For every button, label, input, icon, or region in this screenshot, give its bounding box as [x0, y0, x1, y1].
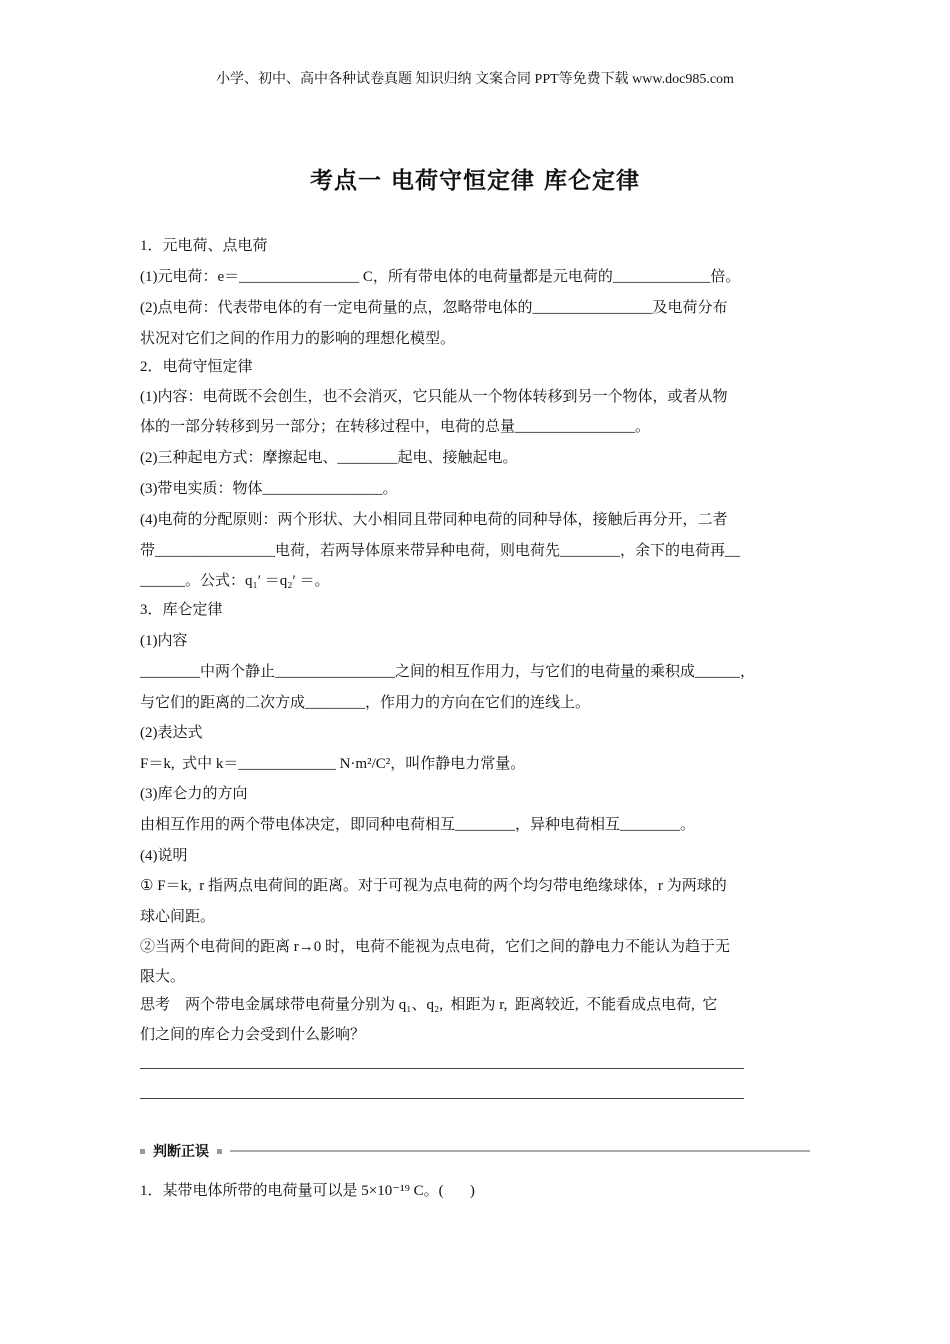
text-line: (2)三种起电方式：摩擦起电、________起电、接触起电。: [140, 450, 518, 466]
text-line: (2)点电荷：代表带电体的有一定电荷量的点，忽略带电体的________________及电荷分布: [140, 300, 728, 316]
text-line: 状况对它们之间的作用力的影响的理想化模型。: [140, 331, 456, 347]
text-line: (4)电荷的分配原则：两个形状、大小相同且带同种电荷的同种导体，接触后再分开，二者: [140, 512, 728, 528]
text-line: 球心间距。: [140, 909, 216, 925]
answer-line: [140, 1098, 744, 1099]
section-divider: [230, 1150, 810, 1152]
page-title: 考点一 电荷守恒定律 库仑定律: [309, 168, 640, 194]
question-item: 1．某带电体所带的电荷量可以是 5×10⁻¹⁹ C。( ): [140, 1183, 475, 1199]
text-line: (1)元电荷：e＝________________ C，所有带电体的电荷量都是元电荷的_____________倍。: [140, 269, 741, 285]
text-line: 由相互作用的两个带电体决定，即同种电荷相互________，异种电荷相互________。: [140, 817, 696, 833]
text-line: 限大。: [140, 969, 186, 985]
text-line: 们之间的库仑力会受到什么影响？: [140, 1027, 366, 1043]
text-line: 带________________电荷，若两导体原来带异种电荷，则电荷先________，余下的电荷再__: [140, 543, 741, 559]
text-line: F＝k, 式中 k＝_____________ N·m²/C²，叫作静电力常量。: [140, 756, 526, 772]
square-bullet-icon: [140, 1149, 145, 1154]
text-line: (3)带电实质：物体________________。: [140, 481, 398, 497]
page-header: 小学、初中、高中各种试卷真题 知识归纳 文案合同 PPT等免费下载 www.doc985.com: [216, 72, 734, 87]
text-line: ②当两个电荷间的距离 r→0 时，电荷不能视为点电荷，它们之间的静电力不能认为趋于无: [140, 939, 730, 955]
text-line: (1)内容：电荷既不会创生，也不会消灭，它只能从一个物体转移到另一个物体，或者从物: [140, 389, 728, 405]
square-bullet-icon: [217, 1149, 222, 1154]
text-line: 3．库仑定律: [140, 602, 223, 618]
text-line: (3)库仑力的方向: [140, 786, 248, 802]
text-line: ______。公式：q₁′ ＝q₂′ ＝。: [140, 573, 330, 589]
text-line: ________中两个静止________________之间的相互作用力，与它们的电荷量的乘积成______，: [140, 664, 756, 680]
text-line: (2)表达式: [140, 725, 203, 741]
answer-line: [140, 1068, 744, 1069]
text-line: 1．元电荷、点电荷: [140, 238, 268, 254]
text-line: 思考 两个带电金属球带电荷量分别为 q₁、q₂, 相距为 r, 距离较近, 不能看成点电荷, 它: [140, 997, 718, 1013]
text-line: (4)说明: [140, 848, 188, 864]
text-line: 体的一部分转移到另一部分；在转移过程中，电荷的总量________________。: [140, 419, 651, 435]
text-line: (1)内容: [140, 633, 188, 649]
section-header: [140, 1141, 810, 1161]
text-line: 2．电荷守恒定律: [140, 359, 253, 375]
text-line: ① F＝k, r 指两点电荷间的距离。对于可视为点电荷的两个均匀带电绝缘球体，r 为两球的: [140, 878, 727, 894]
section-title: 判断正误: [153, 1144, 209, 1160]
text-line: 与它们的距离的二次方成________，作用力的方向在它们的连线上。: [140, 695, 591, 711]
